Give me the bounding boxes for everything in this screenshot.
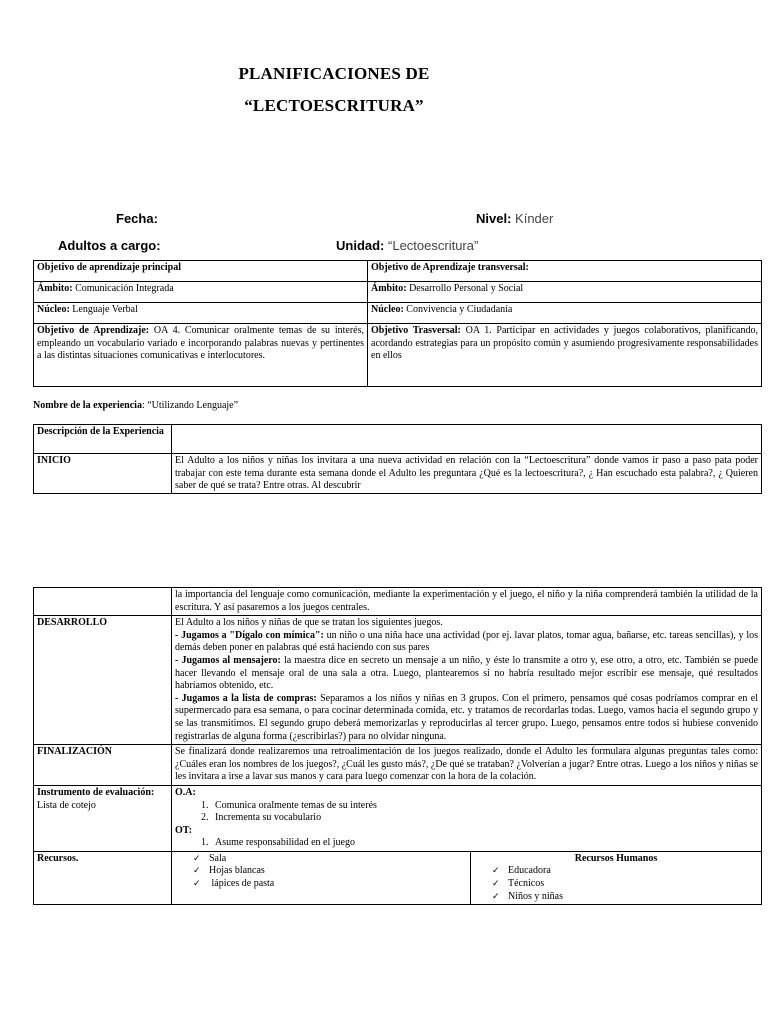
experience-name [33, 400, 238, 411]
finalizacion-text: Se finalizará donde realizaremos una retroalimentación de los juegos realizado, donde el Adulto les formulara algunas preguntas tales como: ¿Cuáles eran los nombres de los juegos?, ¿Cuál les gusto más?, ¿De qué se trataban? ¿Volverían a jugar? Entre otras. Luego a los niños y niñas se les invitara a irse a lavar sus manos y cara para luego comenzar con la hora de la colación. [172, 745, 762, 786]
unidad-label: Unidad: [336, 238, 385, 253]
instrumento-label: Instrumento de evaluación: [37, 786, 155, 798]
game-2 [175, 655, 758, 693]
principal-header: Objetivo de aprendizaje principal [34, 261, 368, 282]
recurso-humano-item: ✓ Técnicos [492, 878, 758, 891]
nivel-label: Nivel: [476, 211, 512, 226]
ot-list [175, 837, 758, 850]
oa-list [175, 800, 758, 825]
recursos-humanos [471, 852, 762, 904]
inicio-cell [172, 454, 762, 494]
inicio-continuation: la importancia del lenguaje como comunicación, mediante la experimentación y el juego, el niño y la niña comprenderá también la utilidad de la escritura. Y así pasaremos a los juegos centrales. [172, 588, 762, 616]
experience-table-part1 [33, 424, 762, 494]
evaluacion-cell [172, 785, 762, 851]
recurso-humano-item: ✓ Educadora [492, 865, 758, 878]
recurso-item: ✓ lápices de pasta [193, 878, 467, 891]
game-3 [175, 693, 758, 743]
oa-item: 2. Incrementa su vocabulario [211, 812, 758, 825]
continuation-row [34, 588, 762, 616]
recursos-row [34, 851, 762, 904]
recurso-item: ✓ Sala [193, 853, 467, 866]
desarrollo-row [34, 616, 762, 745]
nucleo-row [34, 303, 762, 324]
objetivo-aprendizaje: Objetivo de Aprendizaje: OA 4. Comunicar oralmente temas de su interés, empleando un vocabulario variado e incorporando palabras nuevas y pertinentes a las distintas situaciones comunicativas e interlocutores. [34, 324, 368, 387]
ambito-left: Ámbito: Comunicación Integrada [34, 282, 368, 303]
recursos-list [175, 853, 467, 891]
desarrollo-cell [172, 616, 762, 745]
adultos-field [58, 238, 161, 253]
finalizacion-row [34, 745, 762, 786]
evaluacion-row [34, 785, 762, 851]
experience-label: Nombre de la experiencia [33, 400, 142, 411]
recurso-humano-item: ✓ Niños y niñas [492, 891, 758, 904]
nucleo-right: Núcleo: Convivencia y Ciudadanía [368, 303, 762, 324]
experience-value: : “Utilizando Lenguaje” [141, 400, 239, 411]
game-1-text: un niño o una niña hace una actividad (por ej. lavar platos, tomar agua, bañarse, etc. tareas sencillas), y los demás deben poner en palabras qué está haciendo con sus pares [175, 629, 758, 654]
oa-item: 1. Comunica oralmente temas de su interés [211, 800, 758, 813]
finalizacion-label: FINALIZACIÓN [34, 745, 172, 786]
ot-item: 1. Asume responsabilidad en el juego [211, 837, 758, 850]
game-3-text: Separamos a los niños y niñas en 3 grupos. Con el primero, pensamos qué cosas podríamos comprar en el supermercado para esa semana, o para cocinar determinada comida, etc. y tratamos de recordarlas todas. Luego, vamos hacia el segundo grupo y se las transmitimos. El segundo grupo deberá memorizarlas y reproducirlas al tercer grupo. Luego, pensamos entre todos si hubiese convenido registrarlas de alguna forma (¿escribirlas?) para no olvidar ninguna. [175, 692, 758, 742]
fecha-field [116, 211, 158, 226]
transversal-header: Objetivo de Aprendizaje transversal: [368, 261, 762, 282]
objetivo-transversal: Objetivo Trasversal: OA 1. Participar en actividades y juegos colaborativos, planificando, acordando estrategias para un propósito común y asumiendo progresivamente responsabilidades en ellos [368, 324, 762, 387]
ot-heading: OT: [175, 824, 193, 836]
fecha-label: Fecha: [116, 211, 158, 226]
recursos-humanos-list [474, 865, 758, 903]
nucleo-left: Núcleo: Lenguaje Verbal [34, 303, 368, 324]
description-label: Descripción de la Experiencia [34, 425, 172, 454]
game-1 [175, 630, 758, 655]
desarrollo-label: DESARROLLO [34, 616, 172, 745]
game-2-text: la maestra dice en secreto un mensaje a un niño, y éste lo transmite a otro y, ese otro, a otro, etc. También se puede hacer llevando el mensaje oral de una sala a otra. Luego, plantearemos si no habría resultado mejor escribir ese mensaje, qué resultados habríamos obtenido, etc. [175, 654, 758, 692]
instrumento-cell [34, 785, 172, 851]
document-title-line1: PLANIFICACIONES DE [238, 64, 430, 83]
desarrollo-intro: El Adulto a los niños y niñas de que se tratan los siguientes juegos. [175, 617, 443, 629]
objectives-header-row [34, 261, 762, 282]
continuation-label [34, 588, 172, 616]
game-2-title: - Jugamos al mensajero: [175, 654, 281, 666]
instrumento-value: Lista de cotejo [37, 799, 96, 811]
game-3-title: - Jugamos a la lista de compras: [175, 692, 317, 704]
recursos-label: Recursos. [34, 851, 172, 904]
adultos-label: Adultos a cargo: [58, 238, 161, 253]
inicio-label: INICIO [34, 454, 172, 494]
ambito-row [34, 282, 762, 303]
document-title-line2: “LECTOESCRITURA” [244, 96, 424, 115]
description-value [172, 425, 762, 454]
recursos-humanos-label: Recursos Humanos [574, 852, 658, 864]
description-row [34, 425, 762, 454]
inicio-row [34, 454, 762, 494]
experience-table-part2 [33, 587, 762, 905]
unidad-field [336, 238, 478, 253]
recursos-materiales [172, 852, 471, 904]
recurso-item: ✓ Hojas blancas [193, 865, 467, 878]
objectives-table [33, 260, 762, 387]
recursos-cell [172, 851, 762, 904]
ambito-right: Ámbito: Desarrollo Personal y Social [368, 282, 762, 303]
objetivos-row [34, 324, 762, 387]
unidad-value: “Lectoescritura” [388, 238, 479, 253]
nivel-value: Kínder [515, 211, 554, 226]
nivel-field [476, 211, 553, 226]
recursos-subtable [172, 852, 761, 904]
inicio-text: El Adulto a los niños y niñas los invitara a una nueva actividad en relación con la “Lectoescritura” donde vamos ir paso a paso pata poder trabajar con este tema durante esta semana donde el Adulto les preguntara ¿Qué es la lectoescritura?, ¿ Han escuchado esta palabra?, ¿ Quieren saber de qué se trata? Entre otras. Al descubrir [175, 455, 758, 492]
oa-heading: O.A: [175, 786, 196, 798]
game-1-title: - Jugamos a "Dígalo con mímica": [175, 629, 324, 641]
